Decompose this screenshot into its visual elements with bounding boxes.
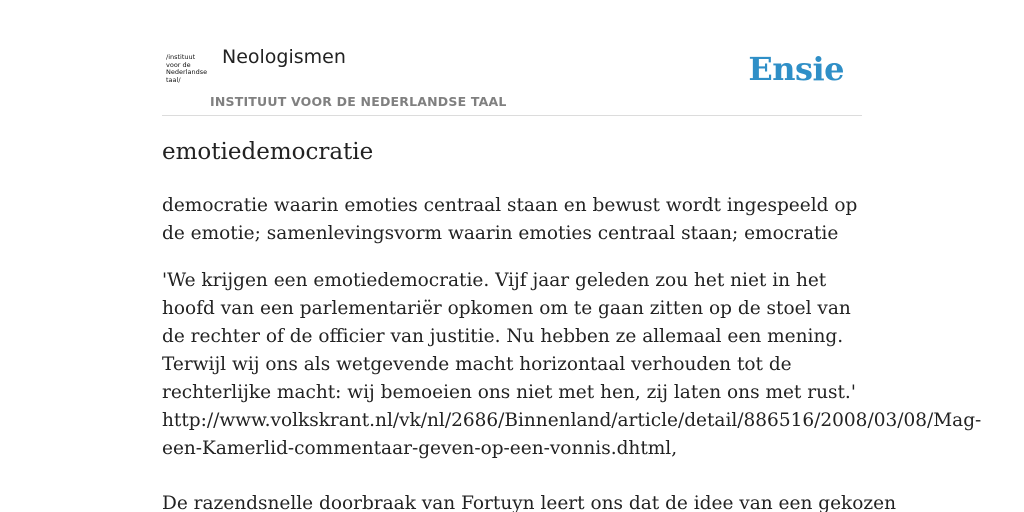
entry-quote <box>162 267 982 463</box>
logo-text-line: Nederlandse <box>166 68 208 76</box>
entry-term: emotiedemocratie <box>162 139 374 165</box>
institute-name: INSTITUUT VOOR DE NEDERLANDSE TAAL <box>210 94 507 109</box>
institute-logo[interactable] <box>166 54 210 84</box>
entry-definition: democratie waarin emoties centraal staan en bewust wordt ingespeeld op de emotie; samenlevingsvorm waarin emoties centraal staan; emocratie <box>162 195 858 244</box>
logo-text-line: taal/ <box>166 75 181 84</box>
site-header <box>162 40 862 116</box>
logo-text-line: /instituut <box>166 53 196 61</box>
entry-second-quote: De razendsnelle doorbraak van Fortuyn leert ons dat de idee van een gekozen <box>162 493 896 512</box>
source-link[interactable] <box>162 410 981 459</box>
ensie-brand-link[interactable]: Ensie <box>748 50 844 88</box>
logo-text-line: voor de <box>166 60 191 69</box>
dictionary-title[interactable]: Neologismen <box>222 46 346 68</box>
source-url-line: http://www.volkskrant.nl/vk/nl/2686/Binnenland/article/detail/886516/2008/03/08/Mag- <box>162 410 982 431</box>
source-url-line: een-Kamerlid-commentaar-geven-op-een-vonnis.dhtml, <box>162 438 678 459</box>
quote-text: 'We krijgen een emotiedemocratie. Vijf jaar geleden zou het niet in het hoofd van een parlementariër opkomen om te gaan zitten op de stoel van de rechter of de officier van justitie. Nu hebben ze allemaal een mening. Terwijl wij ons als wetgevende macht horizontaal verhouden tot de rechterlijke macht: wij bemoeien ons niet met hen, zij laten ons met rust.' <box>162 270 856 403</box>
